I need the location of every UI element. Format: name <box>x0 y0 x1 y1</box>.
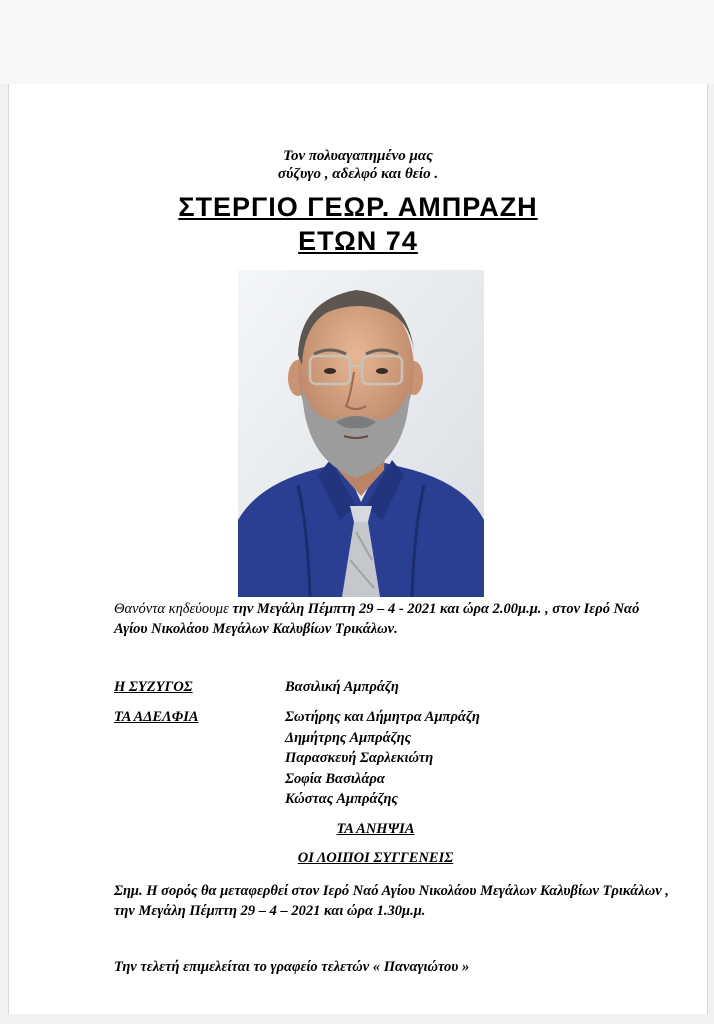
announcement-details: την Μεγάλη Πέμπτη 29 – 4 - 2021 και ώρα 2.00μ.μ. , στον Ιερό Ναό Αγίου Νικολάου Μεγάλων Καλυβίων Τρικάλων. <box>114 601 640 637</box>
nephews-label: ΤΑ ΑΝΗΨΙΑ <box>336 821 415 837</box>
deceased-portrait <box>238 270 484 597</box>
funeral-home-credit: Την τελετή επιμελείται το γραφείο τελετών « Παναγιώτου » <box>114 959 470 975</box>
announcement-lead: Θανόντα κηδεύουμε <box>114 601 229 617</box>
siblings-list <box>285 707 480 810</box>
intro-line-2: σύζυγο , αδελφό και θείο . <box>277 166 439 182</box>
spouse-label: Η ΣΥΖΥΓΟΣ <box>114 679 193 695</box>
sibling-name: Σωτήρης και Δήμητρα Αμπράζη <box>285 709 480 725</box>
sibling-name: Κώστας Αμπράζης <box>285 791 398 807</box>
deceased-name: ΣΤΕΡΓΙΟ ΓΕΩΡ. ΑΜΠΡΑΖΗ <box>178 192 538 222</box>
intro-line-1: Τον πολυαγαπημένο μας <box>283 148 433 164</box>
sibling-name: Παρασκευή Σαρλεκιώτη <box>285 750 434 766</box>
transfer-note: Σημ. Η σορός θα μεταφερθεί στον Ιερό Ναό Αγίου Νικολάου Μεγάλων Καλυβίων Τρικάλων , την Μεγάλη Πέμπτη 29 – 4 – 2021 και ώρα 1.30μ.μ. <box>114 883 669 919</box>
funeral-announcement <box>114 599 674 639</box>
spouse-name: Βασιλική Αμπράζη <box>285 679 399 695</box>
funeral-notice-page <box>8 84 708 1014</box>
viewer-top-bar <box>0 0 714 84</box>
deceased-age: ΕΤΩΝ 74 <box>298 226 418 256</box>
siblings-label: ΤΑ ΑΔΕΛΦΙΑ <box>114 709 199 725</box>
sibling-name: Δημήτρης Αμπράζης <box>285 729 412 746</box>
relatives-label: ΟΙ ΛΟΙΠΟΙ ΣΥΓΓΕΝΕΙΣ <box>297 850 454 866</box>
sibling-name: Σοφία Βασιλάρα <box>285 770 385 787</box>
